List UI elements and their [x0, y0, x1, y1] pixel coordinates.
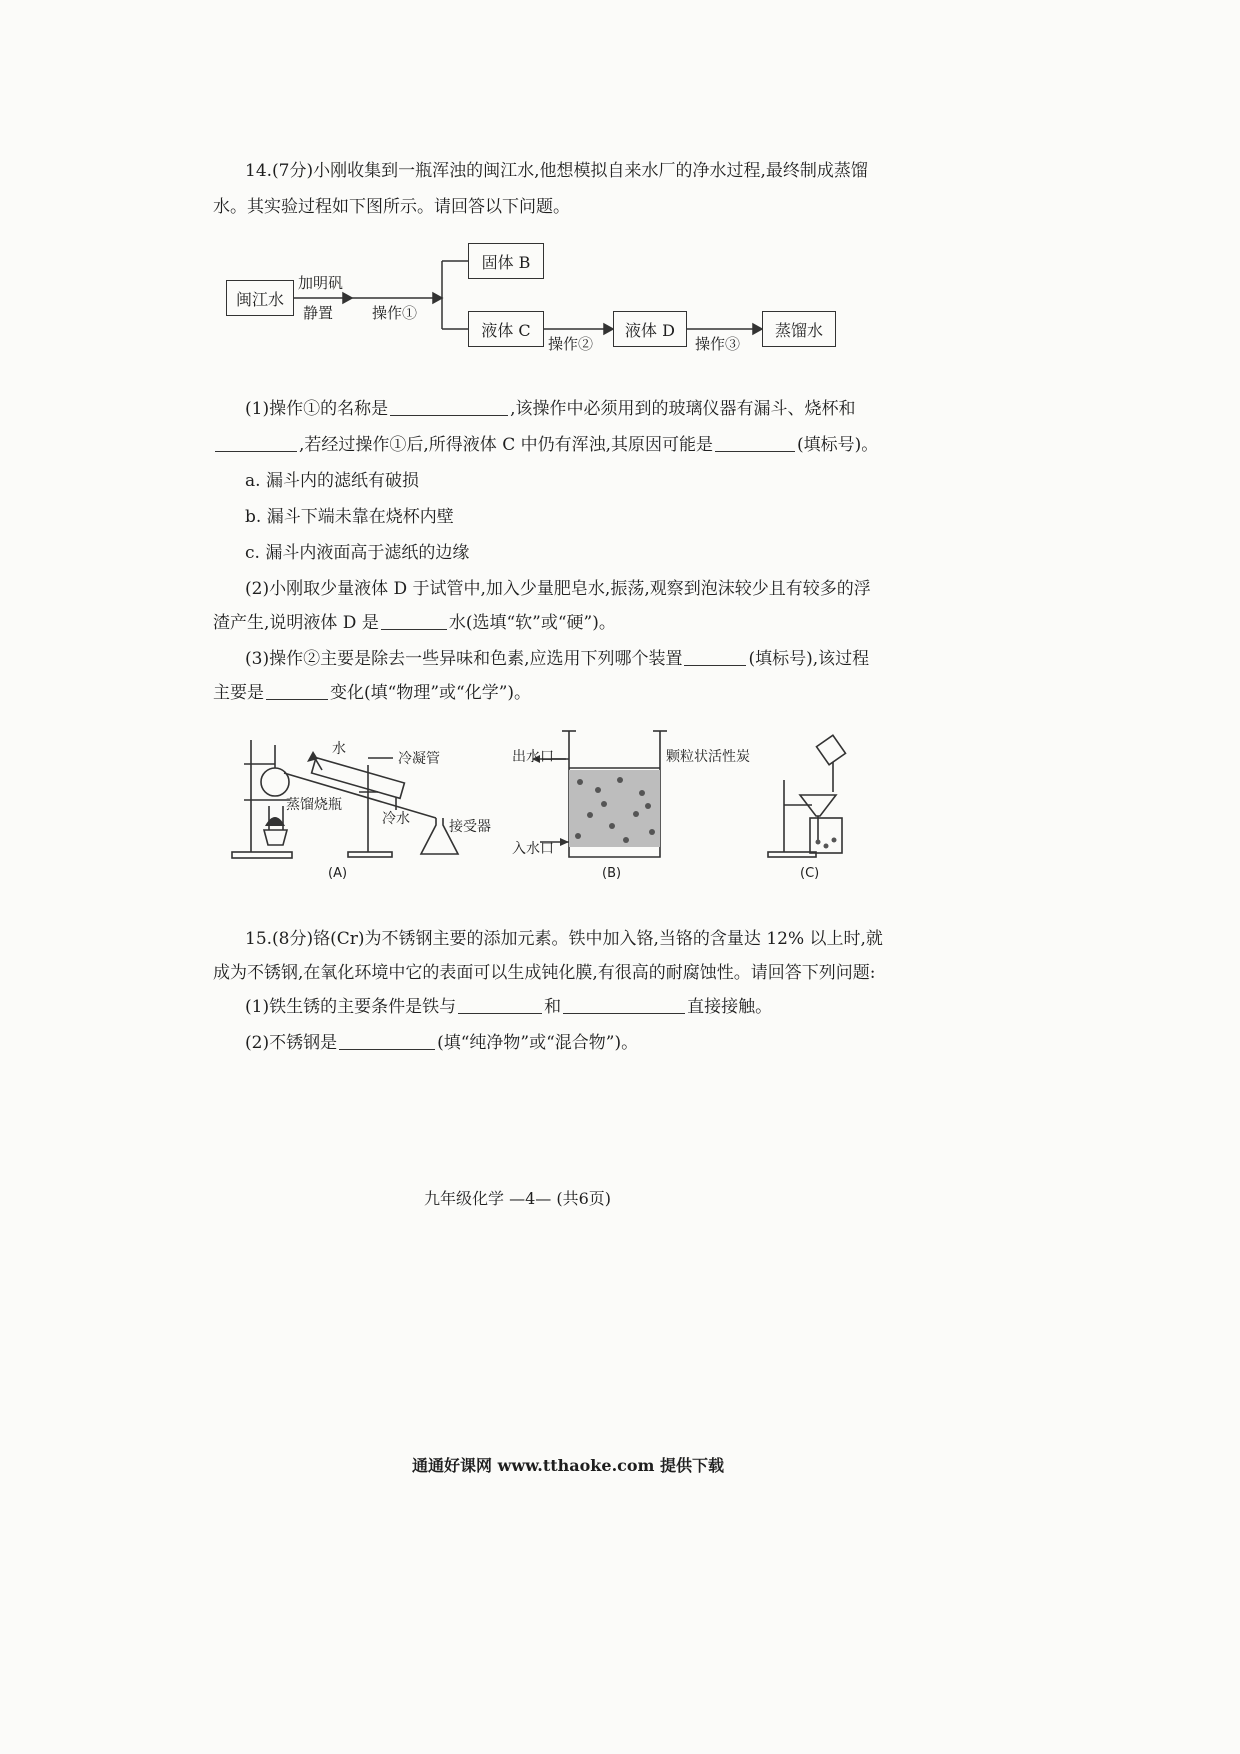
- q15-p1: [245, 996, 772, 1018]
- caption-b: (B): [602, 866, 622, 881]
- label-a-receiver: 接受器: [449, 819, 491, 835]
- q15-p1-text-c: 直接接触。: [687, 997, 773, 1017]
- q15-p2-text-a: (2)不锈钢是: [245, 1033, 338, 1053]
- label-b-inlet: 入水口: [512, 841, 554, 857]
- label-a-water: 水: [332, 741, 346, 757]
- caption-a: (A): [328, 866, 348, 881]
- blank-substance-type[interactable]: [339, 1033, 435, 1050]
- q15-p2: [245, 1032, 638, 1054]
- q15-p1-text-b: 和: [544, 997, 562, 1017]
- q14-stem-line1: 14.(7分)小刚收集到一瓶浑浊的闽江水,他想模拟自来水厂的净水过程,最终制成蒸馏: [245, 161, 868, 181]
- q14-p1-text-c: ,若经过操作①后,所得液体 C 中仍有浑浊,其原因可能是: [299, 435, 714, 455]
- caption-c: (C): [800, 866, 820, 881]
- flow-box-liquid-c: 液体 C: [468, 311, 544, 347]
- label-a-flask: 蒸馏烧瓶: [286, 797, 342, 813]
- label-b-outlet: 出水口: [512, 749, 554, 765]
- flow-arrow1-top: 加明矾: [298, 274, 344, 292]
- q15-p1-text-a: (1)铁生锈的主要条件是铁与: [245, 997, 457, 1017]
- q14-p2-text-b: 渣产生,说明液体 D 是: [213, 613, 379, 633]
- download-note: 通通好课网 www.tthaoke.com 提供下载: [412, 1456, 725, 1475]
- blank-condition-1[interactable]: [458, 997, 542, 1014]
- q14-p3-text-b: (填标号),该过程: [748, 649, 870, 669]
- flow-box-liquid-d: 液体 D: [613, 311, 687, 347]
- q14-p1-text-d: (填标号)。: [797, 435, 879, 455]
- q14-p3-text-c: 主要是: [213, 683, 264, 703]
- q14-p2-line1: (2)小刚取少量液体 D 于试管中,加入少量肥皂水,振荡,观察到泡沫较少且有较多的浮: [245, 579, 871, 599]
- q14-option-a: a. 漏斗内的滤纸有破损: [245, 471, 419, 491]
- flow-box-end: 蒸馏水: [762, 311, 836, 347]
- flow-box-solid-b: 固体 B: [468, 243, 544, 279]
- flow-op1: 操作①: [372, 304, 418, 322]
- q14-option-b: b. 漏斗下端未靠在烧杯内壁: [245, 507, 454, 527]
- flow-op2: 操作②: [548, 335, 594, 353]
- q14-p3-text-d: 变化(填“物理”或“化学”)。: [330, 683, 532, 703]
- q14-p2-text-c: 水(选填“软”或“硬”)。: [448, 613, 616, 633]
- flow-box-start: 闽江水: [226, 280, 294, 316]
- label-b-carbon: 颗粒状活性炭: [666, 749, 750, 765]
- label-a-condenser: 冷凝管: [398, 751, 440, 767]
- q15-p2-text-b: (填“纯净物”或“混合物”)。: [437, 1033, 639, 1053]
- flow-arrow1-bottom: 静置: [303, 304, 334, 322]
- flow-op3: 操作③: [695, 335, 741, 353]
- q14-p3-text-a: (3)操作②主要是除去一些异味和色素,应选用下列哪个装置: [245, 649, 683, 669]
- q14-p1-text-a: (1)操作①的名称是: [245, 399, 389, 419]
- label-a-cold-water: 冷水: [382, 811, 410, 827]
- q15-stem-line2: 成为不锈钢,在氧化环境中它的表面可以生成钝化膜,有很高的耐腐蚀性。请回答下列问题:: [213, 963, 876, 983]
- page-footer: 九年级化学 —4— (共6页): [424, 1189, 612, 1208]
- q14-option-c: c. 漏斗内液面高于滤纸的边缘: [245, 543, 470, 563]
- q15-stem-line1: 15.(8分)铬(Cr)为不锈钢主要的添加元素。铁中加入铬,当铬的含量达 12% 以上时,就: [245, 929, 883, 949]
- blank-condition-2[interactable]: [563, 997, 685, 1014]
- q14-stem-line2: 水。其实验过程如下图所示。请回答以下问题。: [213, 197, 570, 217]
- q14-p1-text-b: ,该操作中必须用到的玻璃仪器有漏斗、烧杯和: [510, 399, 856, 419]
